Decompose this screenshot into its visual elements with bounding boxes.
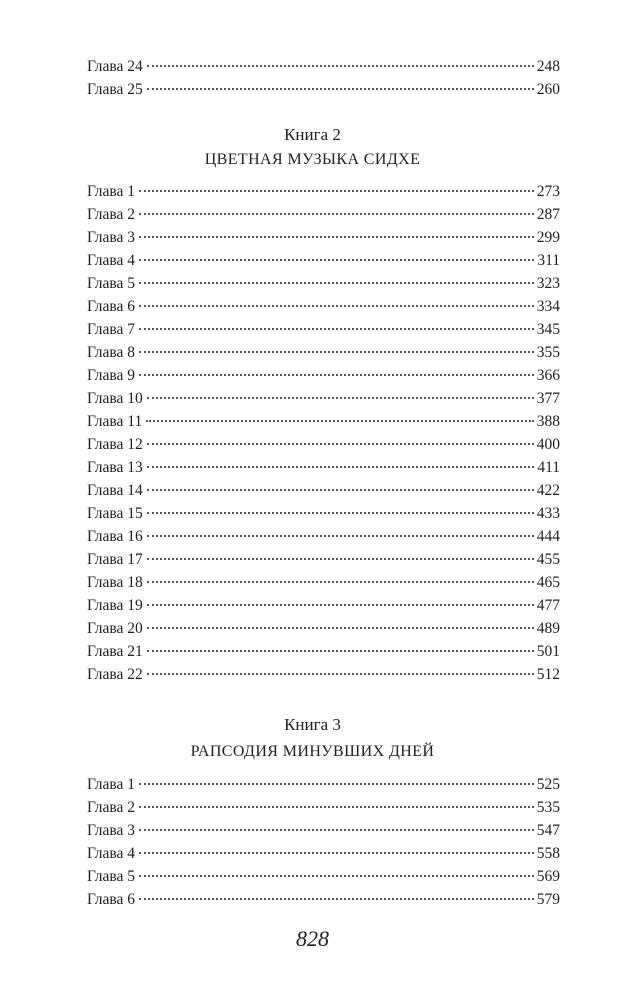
chapter-label: Глава 3 (87, 822, 136, 839)
chapter-page: 323 (536, 275, 560, 292)
chapter-page: 547 (536, 822, 560, 839)
chapter-label: Глава 10 (87, 390, 143, 407)
chapter-page: 260 (536, 81, 560, 98)
chapter-label: Глава 24 (87, 58, 143, 75)
dot-leader (147, 88, 534, 90)
dot-leader (139, 259, 534, 261)
dot-leader (139, 898, 534, 900)
dot-leader (139, 213, 534, 215)
chapter-label: Глава 6 (87, 891, 136, 908)
dot-leader (147, 558, 534, 560)
chapter-label: Глава 21 (87, 643, 143, 660)
toc-entry (87, 889, 560, 911)
chapter-page: 569 (536, 868, 560, 885)
chapter-label: Глава 4 (87, 252, 136, 269)
dot-leader (139, 190, 534, 192)
chapter-label: Глава 22 (87, 666, 143, 683)
chapter-page: 411 (537, 459, 560, 476)
toc-entry (87, 526, 560, 548)
dot-leader (139, 875, 534, 877)
chapter-label: Глава 9 (87, 367, 136, 384)
dot-leader (139, 236, 534, 238)
dot-leader (139, 351, 534, 353)
dot-leader (139, 282, 534, 284)
toc-entry (87, 250, 560, 272)
chapter-page: 287 (536, 206, 560, 223)
chapter-page: 579 (536, 891, 560, 908)
toc-entry (87, 820, 560, 842)
chapter-label: Глава 6 (87, 298, 136, 315)
chapter-page: 477 (536, 597, 560, 614)
chapter-page: 355 (536, 344, 560, 361)
chapter-label: Глава 12 (87, 436, 143, 453)
dot-leader (146, 420, 534, 422)
chapter-label: Глава 2 (87, 799, 136, 816)
toc-entry (87, 572, 560, 594)
chapter-label: Глава 1 (87, 183, 136, 200)
chapter-label: Глава 3 (87, 229, 136, 246)
dot-leader (147, 581, 534, 583)
dot-leader (139, 806, 534, 808)
chapter-page: 558 (536, 845, 560, 862)
chapter-page: 455 (536, 551, 560, 568)
dot-leader (147, 466, 535, 468)
chapter-label: Глава 15 (87, 505, 143, 522)
toc-entry (87, 388, 560, 410)
dot-leader (147, 604, 534, 606)
chapter-label: Глава 2 (87, 206, 136, 223)
dot-leader (147, 443, 534, 445)
dot-leader (147, 65, 534, 67)
dot-leader (139, 305, 534, 307)
dot-leader (147, 397, 534, 399)
chapter-label: Глава 18 (87, 574, 143, 591)
toc-entry (87, 227, 560, 249)
toc-entry (87, 866, 560, 888)
chapter-label: Глава 19 (87, 597, 143, 614)
toc-entry (87, 181, 560, 203)
book-title: ЦВЕТНАЯ МУЗЫКА СИДХЕ (204, 151, 421, 168)
toc-entry (87, 273, 560, 295)
chapter-page: 377 (536, 390, 560, 407)
toc-entry (87, 549, 560, 571)
dot-leader (147, 627, 534, 629)
toc-entry (87, 664, 560, 686)
toc-entry (87, 503, 560, 525)
page-number: 828 (296, 926, 329, 951)
toc-entry (87, 797, 560, 819)
toc-entry (87, 56, 560, 78)
chapter-page: 465 (536, 574, 560, 591)
toc-entry (87, 365, 560, 387)
dot-leader (147, 512, 534, 514)
toc-entry (87, 843, 560, 865)
dot-leader (147, 535, 534, 537)
dot-leader (139, 783, 534, 785)
chapter-label: Глава 7 (87, 321, 136, 338)
chapter-page: 388 (536, 413, 560, 430)
toc-entry (87, 641, 560, 663)
toc-entry (87, 774, 560, 796)
chapter-page: 400 (536, 436, 560, 453)
book-number: Книга 3 (284, 715, 341, 734)
chapter-label: Глава 13 (87, 459, 143, 476)
toc-entry (87, 204, 560, 226)
toc-entry (87, 480, 560, 502)
dot-leader (147, 489, 534, 491)
chapter-page: 299 (536, 229, 560, 246)
chapter-page: 311 (537, 252, 560, 269)
chapter-page: 273 (536, 183, 560, 200)
chapter-label: Глава 25 (87, 81, 143, 98)
chapter-page: 433 (536, 505, 560, 522)
chapter-label: Глава 11 (87, 413, 143, 430)
chapter-page: 525 (536, 776, 560, 793)
dot-leader (139, 829, 534, 831)
toc-entry (87, 296, 560, 318)
chapter-page: 422 (536, 482, 560, 499)
toc-entry (87, 595, 560, 617)
toc-entry (87, 79, 560, 101)
chapter-page: 535 (536, 799, 560, 816)
toc-entry (87, 457, 560, 479)
book-number: Книга 2 (284, 125, 341, 144)
chapter-label: Глава 1 (87, 776, 136, 793)
toc-entry (87, 411, 560, 433)
chapter-label: Глава 20 (87, 620, 143, 637)
chapter-page: 345 (536, 321, 560, 338)
chapter-page: 489 (536, 620, 560, 637)
chapter-page: 248 (536, 58, 560, 75)
dot-leader (139, 852, 534, 854)
dot-leader (147, 650, 534, 652)
chapter-label: Глава 4 (87, 845, 136, 862)
book-title: РАПСОДИЯ МИНУВШИХ ДНЕЙ (190, 743, 435, 760)
toc-entry (87, 434, 560, 456)
chapter-label: Глава 5 (87, 868, 136, 885)
dot-leader (147, 673, 534, 675)
dot-leader (139, 328, 534, 330)
chapter-page: 512 (536, 666, 560, 683)
chapter-page: 334 (536, 298, 560, 315)
chapter-label: Глава 16 (87, 528, 143, 545)
chapter-label: Глава 14 (87, 482, 143, 499)
dot-leader (139, 374, 534, 376)
chapter-label: Глава 8 (87, 344, 136, 361)
chapter-page: 501 (536, 643, 560, 660)
chapter-label: Глава 5 (87, 275, 136, 292)
toc-entry (87, 342, 560, 364)
toc-entry (87, 618, 560, 640)
chapter-label: Глава 17 (87, 551, 143, 568)
chapter-page: 366 (536, 367, 560, 384)
toc-entry (87, 319, 560, 341)
chapter-page: 444 (536, 528, 560, 545)
